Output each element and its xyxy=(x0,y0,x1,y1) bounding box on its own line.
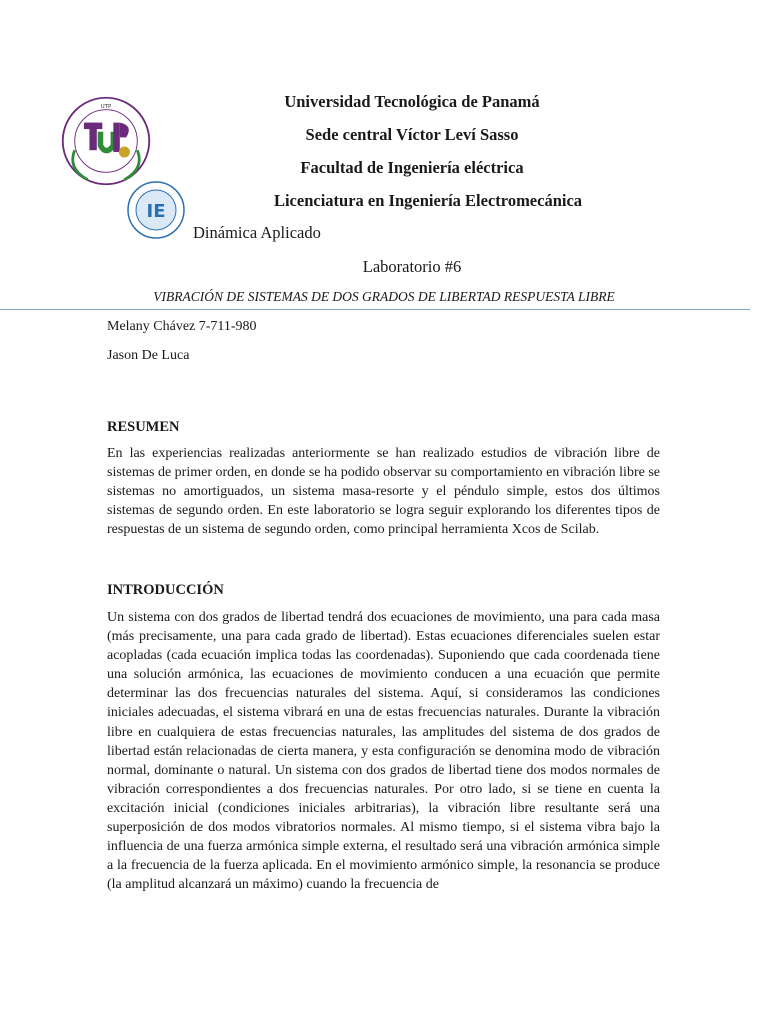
lab-number: Laboratorio #6 xyxy=(362,257,462,276)
section-body-resumen: En las experiencias realizadas anteriormente se han realizado estudios de vibración libre de sistemas de primer orden, en donde se ha podido observar su comportamiento en vibración libre se sistemas no amortiguados, un sistema masa-resorte y el péndulo simple, estos dos últimos sistemas de segundo orden. En este laboratorio se logra seguir explorando los diferentes tipos de respuestas de un sistema de segundo orden, como principal herramienta Xcos de Scilab. xyxy=(107,446,660,538)
author-1: Melany Chávez 7-711-980 xyxy=(107,319,257,334)
title-divider xyxy=(0,309,750,310)
utp-ring-text: UTP xyxy=(100,103,112,110)
fie-letters: IE xyxy=(146,201,166,222)
faculty-name: Facultad de Ingeniería eléctrica xyxy=(300,158,524,177)
section-heading-resumen: RESUMEN xyxy=(107,419,180,435)
author-2: Jason De Luca xyxy=(107,348,190,363)
campus-name: Sede central Víctor Leví Sasso xyxy=(305,125,519,144)
section-body-introduccion: Un sistema con dos grados de libertad tendrá dos ecuaciones de movimiento, una para cada masa (más precisamente, una para cada grado de libertad). Estas ecuaciones diferenciales suelen estar acopladas (cada ecuación implica todas las coordenadas). Suponiendo que cada coordenada tiene una solución armónica, las ecuaciones de movimiento conducen a una ecuación que permite determinar las dos frecuencias naturales del sistema. Aquí, si consideramos las condiciones iniciales adecuadas, el sistema vibrará en una de estas frecuencias naturales. Durante la vibración libre en cualquiera de estas frecuencias naturales, las amplitudes del sistema de dos grados de libertad están relacionadas de cierta manera, y esta configuración se denomina modo de vibración normal, dominante o natural. Un sistema con dos grados de libertad tiene dos modos normales de vibración correspondientes a dos frecuencias naturales. Por otro lado, si se tiene en cuenta la excitación inicial (condiciones iniciales arbitrarias), la vibración libre resultante será una superposición de dos modos vibratorios normales. Al mismo tiempo, si el sistema vibra bajo la influencia de una fuerza armónica simple externa, el resultado será una vibración armónica simple a la frecuencia de la fuerza aplicada. En el movimiento armónico simple, la resonancia se produce (la amplitud alcanzará un máximo) cuando la frecuencia de xyxy=(107,610,660,893)
subject-name: Dinámica Aplicado xyxy=(193,223,321,242)
university-name: Universidad Tecnológica de Panamá xyxy=(284,92,540,111)
degree-name: Licenciatura en Ingeniería Electromecánica xyxy=(273,191,583,210)
section-heading-introduccion: INTRODUCCIÓN xyxy=(107,582,224,598)
lab-title: VIBRACIÓN DE SISTEMAS DE DOS GRADOS DE LIBERTAD RESPUESTA LIBRE xyxy=(153,289,615,304)
